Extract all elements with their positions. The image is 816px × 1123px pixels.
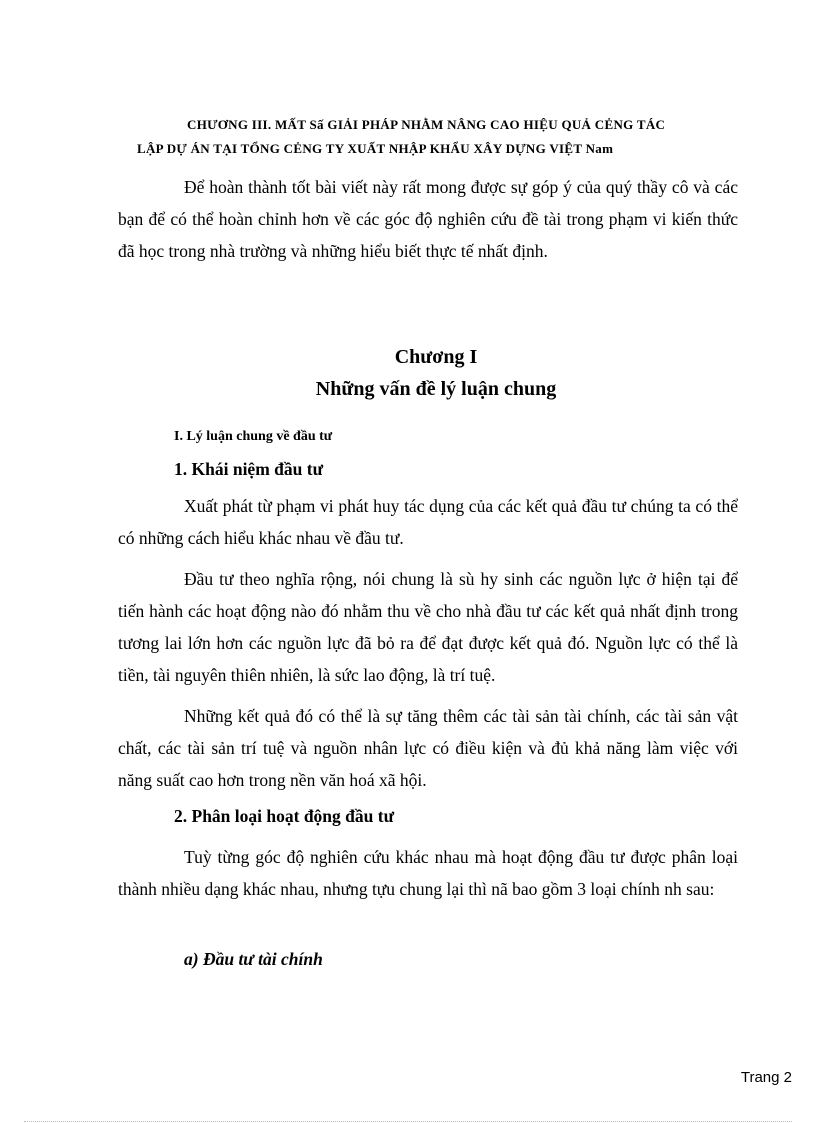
chapter-heading-line-2: LẬP DỰ ÁN TẠI TỔNG CẺNG TY XUẤT NHẬP KHẨU XÂY DỰNG VIỆT Nam <box>137 141 614 156</box>
heading-financial-investment: a) Đầu tư tài chính <box>184 949 323 969</box>
paragraph-results: Những kết quả đó có thể là sự tăng thêm các tài sản tài chính, các tài sản vật chất, các tài sản trí tuệ và nguồn nhân lực có điều kiện và đủ khả năng làm việc với năng suất cao hơn trong nền văn hoá xã hội. <box>118 706 738 790</box>
footer-divider <box>24 1121 792 1122</box>
chapter-title: Chương I <box>394 346 478 368</box>
heading-classification: 2. Phân loại hoạt động đầu tư <box>174 806 395 826</box>
chapter-subtitle: Những vấn đề lý luận chung <box>315 378 557 400</box>
paragraph-origin: Xuất phát từ phạm vi phát huy tác dụng của các kết quả đầu tư chúng ta có thể có những cách hiểu khác nhau về đầu tư. <box>118 496 738 548</box>
page-number: Trang 2 <box>740 1069 792 1086</box>
section-title: I. Lý luận chung về đầu tư <box>174 429 333 444</box>
paragraph-broad-definition: Đầu tư theo nghĩa rộng, nói chung là sù hy sinh các nguồn lực ở hiện tại để tiến hành các hoạt động nào đó nhằm thu về cho nhà đầu tư các kết quả nhất định trong tương lai lớn hơn các nguồn lực đã bỏ ra để đạt được kết quả đó. Nguồn lực có thể là tiền, tài nguyên thiên nhiên, là sức lao động, là trí tuệ. <box>118 569 738 685</box>
heading-concept: 1. Khái niệm đầu tư <box>174 459 324 479</box>
paragraph-classification: Tuỳ từng góc độ nghiên cứu khác nhau mà hoạt động đầu tư được phân loại thành nhiều dạng khác nhau, nhưng tựu chung lại thì nã bao gồm 3 loại chính nh sau: <box>118 847 738 899</box>
chapter-heading-line-1: CHƯƠNG III. MẤT Sấ GIẢI PHÁP NHẰM NÂNG CAO HIỆU QUẢ CẺNG TÁC <box>187 117 666 132</box>
intro-paragraph: Để hoàn thành tốt bài viết này rất mong được sự góp ý của quý thầy cô và các bạn để có thể hoàn chỉnh hơn về các góc độ nghiên cứu đề tài trong phạm vi kiến thức đã học trong nhà trường và những hiểu biết thực tế nhất định. <box>118 177 738 261</box>
